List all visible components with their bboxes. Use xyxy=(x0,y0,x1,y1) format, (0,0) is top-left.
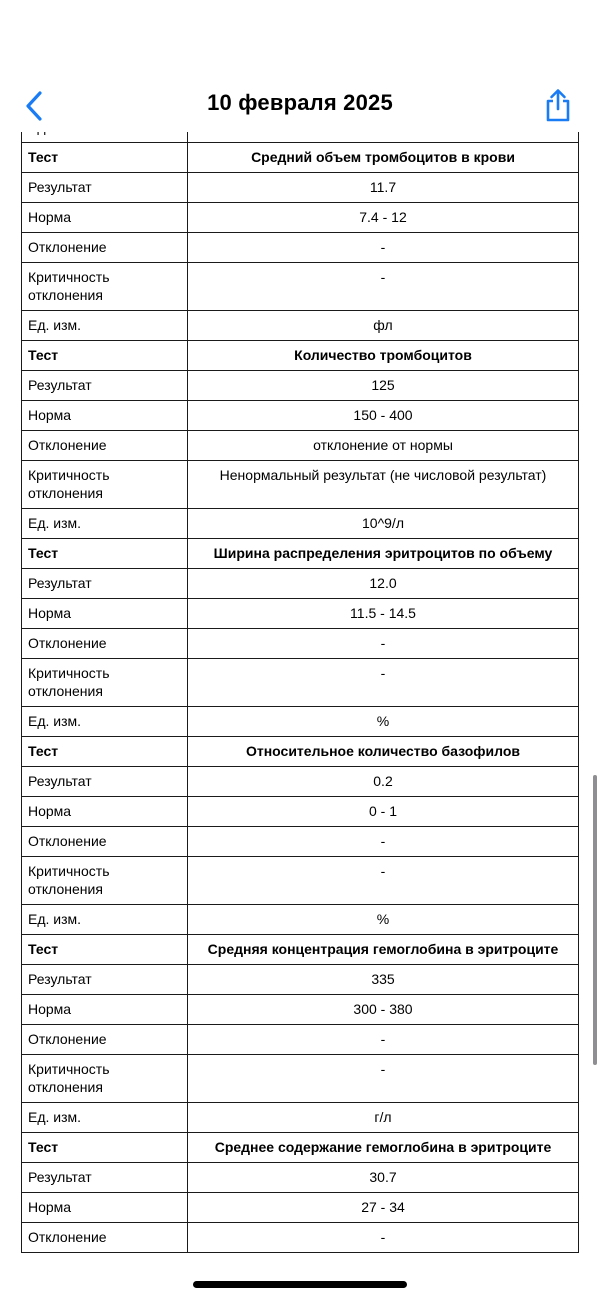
criticality-row xyxy=(22,857,579,905)
unit-row xyxy=(22,1103,579,1133)
test-label: Тест xyxy=(22,737,188,767)
page-title: 10 февраля 2025 xyxy=(207,90,393,115)
test-label: Тест xyxy=(22,935,188,965)
unit-label: Ед. изм. xyxy=(22,707,188,737)
criticality-value: - xyxy=(188,857,579,905)
results-table xyxy=(21,112,579,1253)
norm-label: Норма xyxy=(22,203,188,233)
criticality-label: Критичность отклонения xyxy=(22,263,188,311)
unit-row xyxy=(22,707,579,737)
criticality-label: Критичность отклонения xyxy=(22,659,188,707)
test-name: Средний объем тромбоцитов в крови xyxy=(188,143,579,173)
norm-label: Норма xyxy=(22,797,188,827)
norm-value: 27 - 34 xyxy=(188,1193,579,1223)
result-row xyxy=(22,767,579,797)
test-header-row xyxy=(22,341,579,371)
result-value: 335 xyxy=(188,965,579,995)
unit-label: Ед. изм. xyxy=(22,905,188,935)
unit-value: фл xyxy=(188,311,579,341)
test-header-row xyxy=(22,935,579,965)
result-value: 11.7 xyxy=(188,173,579,203)
home-indicator[interactable] xyxy=(193,1281,407,1288)
test-header-row xyxy=(22,1133,579,1163)
unit-label: Ед. изм. xyxy=(22,1103,188,1133)
deviation-label: Отклонение xyxy=(22,233,188,263)
unit-label: Ед. изм. xyxy=(22,311,188,341)
report-document xyxy=(0,132,600,1254)
result-value: 12.0 xyxy=(188,569,579,599)
share-button[interactable] xyxy=(542,88,574,122)
test-label: Тест xyxy=(22,539,188,569)
deviation-value: - xyxy=(188,629,579,659)
norm-row xyxy=(22,599,579,629)
unit-value: % xyxy=(188,905,579,935)
deviation-value: - xyxy=(188,233,579,263)
norm-value: 150 - 400 xyxy=(188,401,579,431)
unit-row xyxy=(22,311,579,341)
result-label: Результат xyxy=(22,173,188,203)
unit-row xyxy=(22,905,579,935)
norm-label: Норма xyxy=(22,599,188,629)
criticality-row xyxy=(22,263,579,311)
share-icon xyxy=(542,88,574,122)
test-header-row xyxy=(22,737,579,767)
result-value: 125 xyxy=(188,371,579,401)
norm-row xyxy=(22,401,579,431)
result-label: Результат xyxy=(22,767,188,797)
deviation-label: Отклонение xyxy=(22,1025,188,1055)
criticality-row xyxy=(22,659,579,707)
unit-value: 10^9/л xyxy=(188,509,579,539)
deviation-row xyxy=(22,629,579,659)
norm-row xyxy=(22,203,579,233)
deviation-label: Отклонение xyxy=(22,1223,188,1253)
result-row xyxy=(22,569,579,599)
result-row xyxy=(22,965,579,995)
test-label: Тест xyxy=(22,341,188,371)
unit-label: Ед. изм. xyxy=(22,509,188,539)
unit-value: г/л xyxy=(188,1103,579,1133)
result-row xyxy=(22,1163,579,1193)
criticality-value: - xyxy=(188,1055,579,1103)
criticality-value: - xyxy=(188,263,579,311)
criticality-value: - xyxy=(188,659,579,707)
scrollbar[interactable] xyxy=(593,775,597,1065)
norm-row xyxy=(22,797,579,827)
deviation-value: отклонение от нормы xyxy=(188,431,579,461)
norm-label: Норма xyxy=(22,995,188,1025)
test-name: Количество тромбоцитов xyxy=(188,341,579,371)
test-name: Ширина распределения эритроцитов по объему xyxy=(188,539,579,569)
norm-label: Норма xyxy=(22,401,188,431)
deviation-label: Отклонение xyxy=(22,827,188,857)
result-value: 0.2 xyxy=(188,767,579,797)
criticality-label: Критичность отклонения xyxy=(22,857,188,905)
test-name: Средняя концентрация гемоглобина в эритроците xyxy=(188,935,579,965)
unit-row xyxy=(22,509,579,539)
criticality-row xyxy=(22,461,579,509)
deviation-label: Отклонение xyxy=(22,629,188,659)
deviation-row xyxy=(22,1025,579,1055)
norm-value: 7.4 - 12 xyxy=(188,203,579,233)
deviation-label: Отклонение xyxy=(22,431,188,461)
deviation-row xyxy=(22,1223,579,1253)
result-row xyxy=(22,173,579,203)
deviation-value: - xyxy=(188,1025,579,1055)
norm-value: 11.5 - 14.5 xyxy=(188,599,579,629)
criticality-label: Критичность отклонения xyxy=(22,1055,188,1103)
navigation-bar xyxy=(0,80,600,132)
result-label: Результат xyxy=(22,965,188,995)
test-header-row xyxy=(22,143,579,173)
test-name: Среднее содержание гемоглобина в эритроците xyxy=(188,1133,579,1163)
result-label: Результат xyxy=(22,371,188,401)
norm-value: 300 - 380 xyxy=(188,995,579,1025)
deviation-value: - xyxy=(188,1223,579,1253)
criticality-value: Ненормальный результат (не числовой результат) xyxy=(188,461,579,509)
criticality-label: Критичность отклонения xyxy=(22,461,188,509)
result-label: Результат xyxy=(22,1163,188,1193)
norm-row xyxy=(22,1193,579,1223)
deviation-row xyxy=(22,431,579,461)
norm-label: Норма xyxy=(22,1193,188,1223)
criticality-row xyxy=(22,1055,579,1103)
deviation-row xyxy=(22,233,579,263)
test-name: Относительное количество базофилов xyxy=(188,737,579,767)
deviation-value: - xyxy=(188,827,579,857)
result-value: 30.7 xyxy=(188,1163,579,1193)
result-row xyxy=(22,371,579,401)
norm-value: 0 - 1 xyxy=(188,797,579,827)
unit-value: % xyxy=(188,707,579,737)
test-label: Тест xyxy=(22,143,188,173)
test-label: Тест xyxy=(22,1133,188,1163)
test-header-row xyxy=(22,539,579,569)
deviation-row xyxy=(22,827,579,857)
result-label: Результат xyxy=(22,569,188,599)
norm-row xyxy=(22,995,579,1025)
